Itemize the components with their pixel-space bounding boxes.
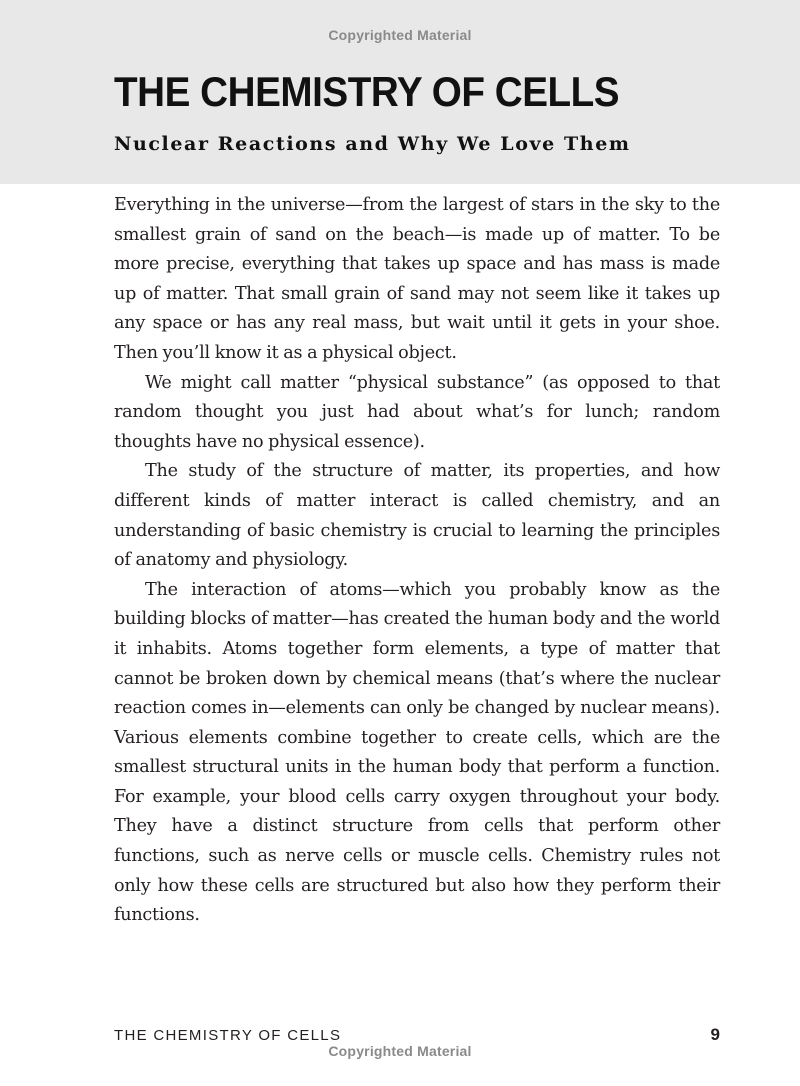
- copyright-watermark-bottom: Copyrighted Material: [328, 1043, 472, 1059]
- running-footer: THE CHEMISTRY OF CELLS: [114, 1027, 342, 1044]
- copyright-watermark-top: Copyrighted Material: [328, 27, 472, 43]
- paragraph-3: The study of the structure of matter, its properties, and how different kinds of matter interact is called chemistry, and an understanding of basic chemistry is crucial to learning the principles of anatomy and physiology.: [114, 461, 720, 571]
- chapter-subtitle: Nuclear Reactions and Why We Love Them: [114, 133, 631, 155]
- page-number: 9: [710, 1025, 720, 1044]
- paragraph-1: Everything in the universe—from the largest of stars in the sky to the smallest grain of sand on the beach—is made up of matter. To be more precise, everything that takes up space and has mass is made up of matter. That small grain of sand may not seem like it takes up any space or has any real mass, but wait until it gets in your shoe. Then you’ll know it as a physical object.: [114, 195, 720, 363]
- paragraph-2: We might call matter “physical substance” (as opposed to that random thought you just had about what’s for lunch; random thoughts have no physical essence).: [114, 372, 720, 452]
- chapter-title: THE CHEMISTRY OF CELLS: [114, 68, 620, 115]
- paragraph-4: The interaction of atoms—which you probably know as the building blocks of matter—has created the human body and the world it inhabits. Atoms together form elements, a type of matter that cannot be broken down by chemical means (that’s where the nuclear reaction comes in—elements can only be changed by nuclear means). Various elements combine together to create cells, which are the smallest structural units in the human body that perform a function. For example, your blood cells carry oxygen throughout your body. They have a distinct structure from cells that perform other functions, such as nerve cells or muscle cells. Chemistry rules not only how these cells are structured but also how they perform their functions.: [114, 579, 720, 926]
- body-text: [114, 191, 720, 931]
